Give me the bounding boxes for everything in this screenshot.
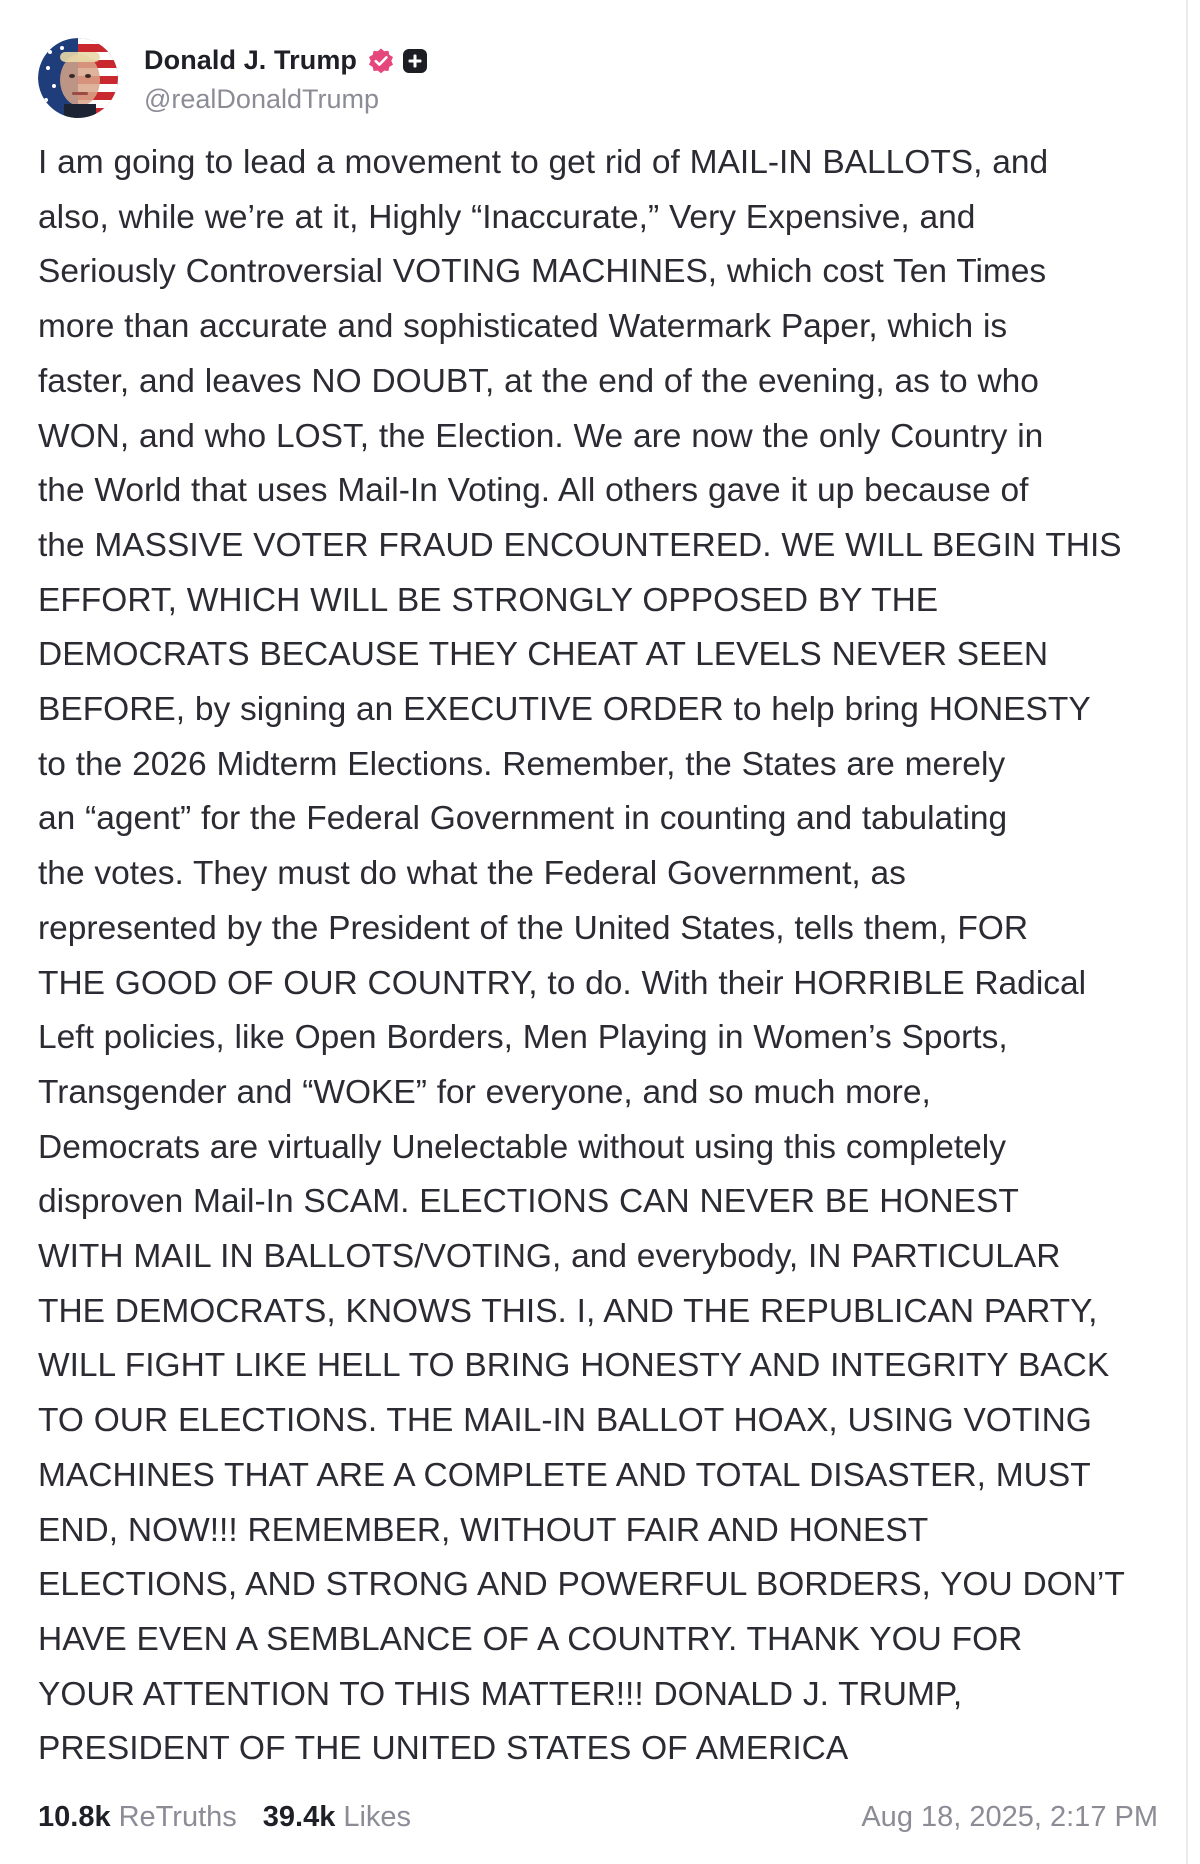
- post-text-line: Left policies, like Open Borders, Men Playing in Women’s Sports,: [38, 1019, 1008, 1057]
- retruths-label: ReTruths: [118, 1800, 237, 1833]
- post-text-line: an “agent” for the Federal Government in counting and tabulating: [38, 800, 1008, 838]
- author-handle[interactable]: @realDonaldTrump: [144, 83, 379, 114]
- post-text-line: WITH MAIL IN BALLOTS/VOTING, and everybody, IN PARTICULAR: [38, 1238, 1061, 1276]
- post-text-line: WON, and who LOST, the Election. We are now the only Country in: [38, 417, 1044, 455]
- post-text-line: DEMOCRATS BECAUSE THEY CHEAT AT LEVELS NEVER SEEN: [38, 636, 1049, 674]
- post-text-line: Seriously Controversial VOTING MACHINES, which cost Ten Times: [38, 253, 1047, 291]
- post-text-line: TO OUR ELECTIONS. THE MAIL-IN BALLOT HOAX, USING VOTING: [38, 1402, 1092, 1440]
- likes-count: 39.4k: [262, 1800, 336, 1833]
- post-text-line: EFFORT, WHICH WILL BE STRONGLY OPPOSED BY THE: [38, 581, 939, 619]
- author-name[interactable]: Donald J. Trump: [144, 45, 358, 75]
- avatar[interactable]: [38, 38, 118, 118]
- post-text-line: faster, and leaves NO DOUBT, at the end of the evening, as to who: [38, 362, 1039, 400]
- post-header: [38, 36, 429, 120]
- avatar-image: [38, 38, 118, 118]
- post-text-line: disproven Mail-In SCAM. ELECTIONS CAN NEVER BE HONEST: [38, 1183, 1019, 1221]
- post-text-line: represented by the President of the United States, tells them, FOR: [38, 909, 1029, 947]
- post-text-line: HAVE EVEN A SEMBLANCE OF A COUNTRY. THANK YOU FOR: [38, 1620, 1023, 1658]
- post-text-line: more than accurate and sophisticated Watermark Paper, which is: [38, 308, 1008, 346]
- post-footer: [38, 1792, 1158, 1842]
- post-text-line: ELECTIONS, AND STRONG AND POWERFUL BORDERS, YOU DON’T: [38, 1566, 1125, 1604]
- likes-label: Likes: [343, 1800, 412, 1833]
- post-text-line: the World that uses Mail-In Voting. All others gave it up because of: [38, 472, 1029, 510]
- post-timestamp[interactable]: Aug 18, 2025, 2:17 PM: [861, 1800, 1158, 1833]
- post-text-line: I am going to lead a movement to get rid of MAIL-IN BALLOTS, and: [38, 144, 1049, 181]
- post-text-line: the votes. They must do what the Federal Government, as: [38, 855, 906, 893]
- verified-badge-icon: [367, 47, 395, 75]
- post-text-line: Transgender and “WOKE” for everyone, and so much more,: [38, 1073, 931, 1111]
- post-text-line: WILL FIGHT LIKE HELL TO BRING HONESTY AND INTEGRITY BACK: [38, 1347, 1110, 1385]
- author-identity: [144, 42, 429, 115]
- post-text: [38, 136, 1166, 1777]
- post-text-line: END, NOW!!! REMEMBER, WITHOUT FAIR AND HONEST: [38, 1511, 929, 1549]
- post-text-line: the MASSIVE VOTER FRAUD ENCOUNTERED. WE WILL BEGIN THIS: [38, 526, 1122, 564]
- retruths-count: 10.8k: [38, 1800, 111, 1833]
- post-text-line: YOUR ATTENTION TO THIS MATTER!!! DONALD J. TRUMP,: [38, 1675, 963, 1713]
- post-text-line: Democrats are virtually Unelectable without using this completely: [38, 1128, 1006, 1166]
- name-row: [144, 42, 429, 80]
- plus-badge-icon: [401, 47, 429, 75]
- post-text-line: BEFORE, by signing an EXECUTIVE ORDER to help bring HONESTY: [38, 691, 1091, 729]
- likes-stat[interactable]: [263, 1801, 411, 1834]
- post-text-line: PRESIDENT OF THE UNITED STATES OF AMERICA: [38, 1730, 849, 1768]
- post-text-line: THE DEMOCRATS, KNOWS THIS. I, AND THE REPUBLICAN PARTY,: [38, 1292, 1098, 1330]
- post-text-line: THE GOOD OF OUR COUNTRY, to do. With their HORRIBLE Radical: [38, 964, 1087, 1002]
- post-text-line: to the 2026 Midterm Elections. Remember, the States are merely: [38, 745, 1006, 783]
- post-text-line: MACHINES THAT ARE A COMPLETE AND TOTAL DISASTER, MUST: [38, 1456, 1091, 1494]
- retruths-stat[interactable]: [38, 1801, 237, 1834]
- post-text-line: also, while we’re at it, Highly “Inaccurate,” Very Expensive, and: [38, 198, 976, 236]
